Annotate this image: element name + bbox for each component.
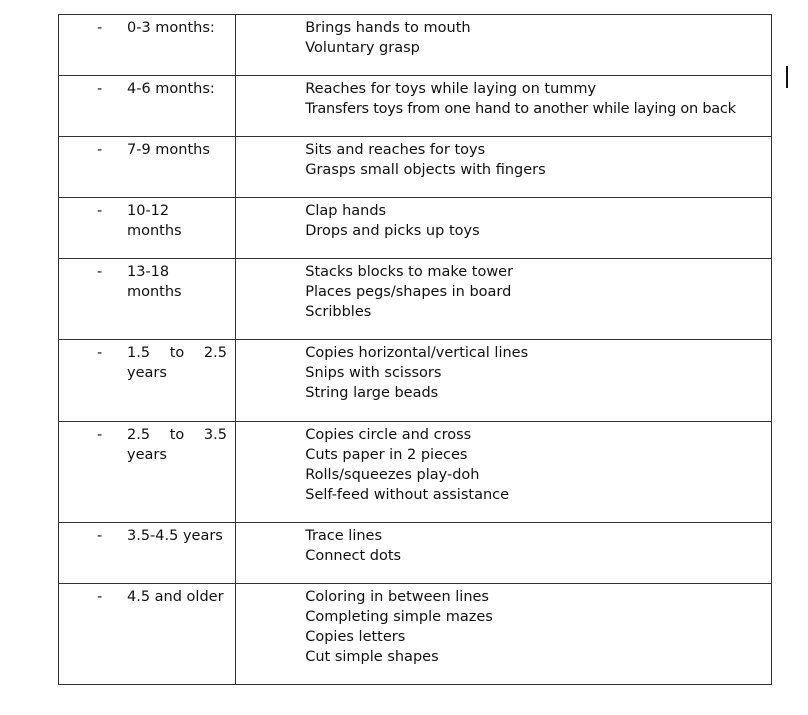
age-cell [59,522,236,583]
age-range: 4.5 and older [127,588,224,605]
skills-cell [236,76,772,137]
table-row [59,522,772,583]
age-range: 7-9 months [127,142,210,159]
text-cursor-mark [786,66,788,88]
bullet-dash: - [97,264,103,281]
skills-cell [236,15,772,76]
table-row [59,198,772,259]
skills-cell [236,259,772,340]
age-range: 0-3 months: [127,20,215,36]
age-cell [59,15,236,76]
bullet-dash: - [97,426,103,443]
skill-item: Self-feed without assistance [305,486,510,503]
skill-item: String large beads [305,385,439,402]
bullet-dash: - [97,142,103,159]
age-range: 13-18 months [127,264,182,301]
skill-item: Clap hands [305,203,387,220]
skill-item: Voluntary grasp [305,40,420,56]
milestones-table [58,14,772,685]
skill-item: Cut simple shapes [305,648,439,665]
age-cell [59,137,236,198]
age-cell [59,583,236,684]
skill-item: Places pegs/shapes in board [305,284,512,301]
skill-item: Brings hands to mouth [305,20,471,36]
table-row [59,137,772,198]
skills-cell [236,522,772,583]
age-cell [59,76,236,137]
skill-item: Cuts paper in 2 pieces [305,446,468,463]
skill-item: Grasps small objects with fingers [305,162,546,179]
skill-item: Sits and reaches for toys [305,142,486,159]
age-range: 1.5 to 2.5 years [127,345,227,382]
skills-cell [236,421,772,522]
skills-cell [236,340,772,421]
bullet-dash: - [97,588,103,605]
bullet-dash: - [97,345,103,362]
skill-item: Reaches for toys while laying on tummy [305,81,597,98]
bullet-dash: - [97,203,103,220]
skill-item: Copies letters [305,628,406,645]
table-row [59,259,772,340]
skills-cell [236,137,772,198]
age-range: 2.5 to 3.5 years [127,426,227,463]
table-row [59,583,772,684]
skill-item: Scribbles [305,304,372,321]
age-range: 10-12 months [127,203,182,240]
skills-cell [236,198,772,259]
age-cell [59,421,236,522]
skill-item: Copies horizontal/vertical lines [305,345,529,362]
skill-item: Snips with scissors [305,365,442,382]
bullet-dash: - [97,527,103,544]
table-row [59,340,772,421]
skill-item: Coloring in between lines [305,588,489,605]
age-cell [59,259,236,340]
skill-item: Rolls/squeezes play-doh [305,466,480,483]
bullet-dash: - [97,81,103,98]
skill-item: Completing simple mazes [305,608,493,625]
skill-item: Trace lines [305,527,383,544]
skill-item: Drops and picks up toys [305,223,480,240]
skill-item: Transfers toys from one hand to another while laying on back [305,101,736,118]
age-cell [59,198,236,259]
skill-item: Connect dots [305,547,402,564]
table-row [59,421,772,522]
skill-item: Copies circle and cross [305,426,472,443]
age-range: 3.5-4.5 years [127,527,223,544]
age-cell [59,340,236,421]
skills-cell [236,583,772,684]
table-row [59,76,772,137]
table-row [59,15,772,76]
bullet-dash: - [97,20,103,36]
age-range: 4-6 months: [127,81,215,98]
skill-item: Stacks blocks to make tower [305,264,514,281]
